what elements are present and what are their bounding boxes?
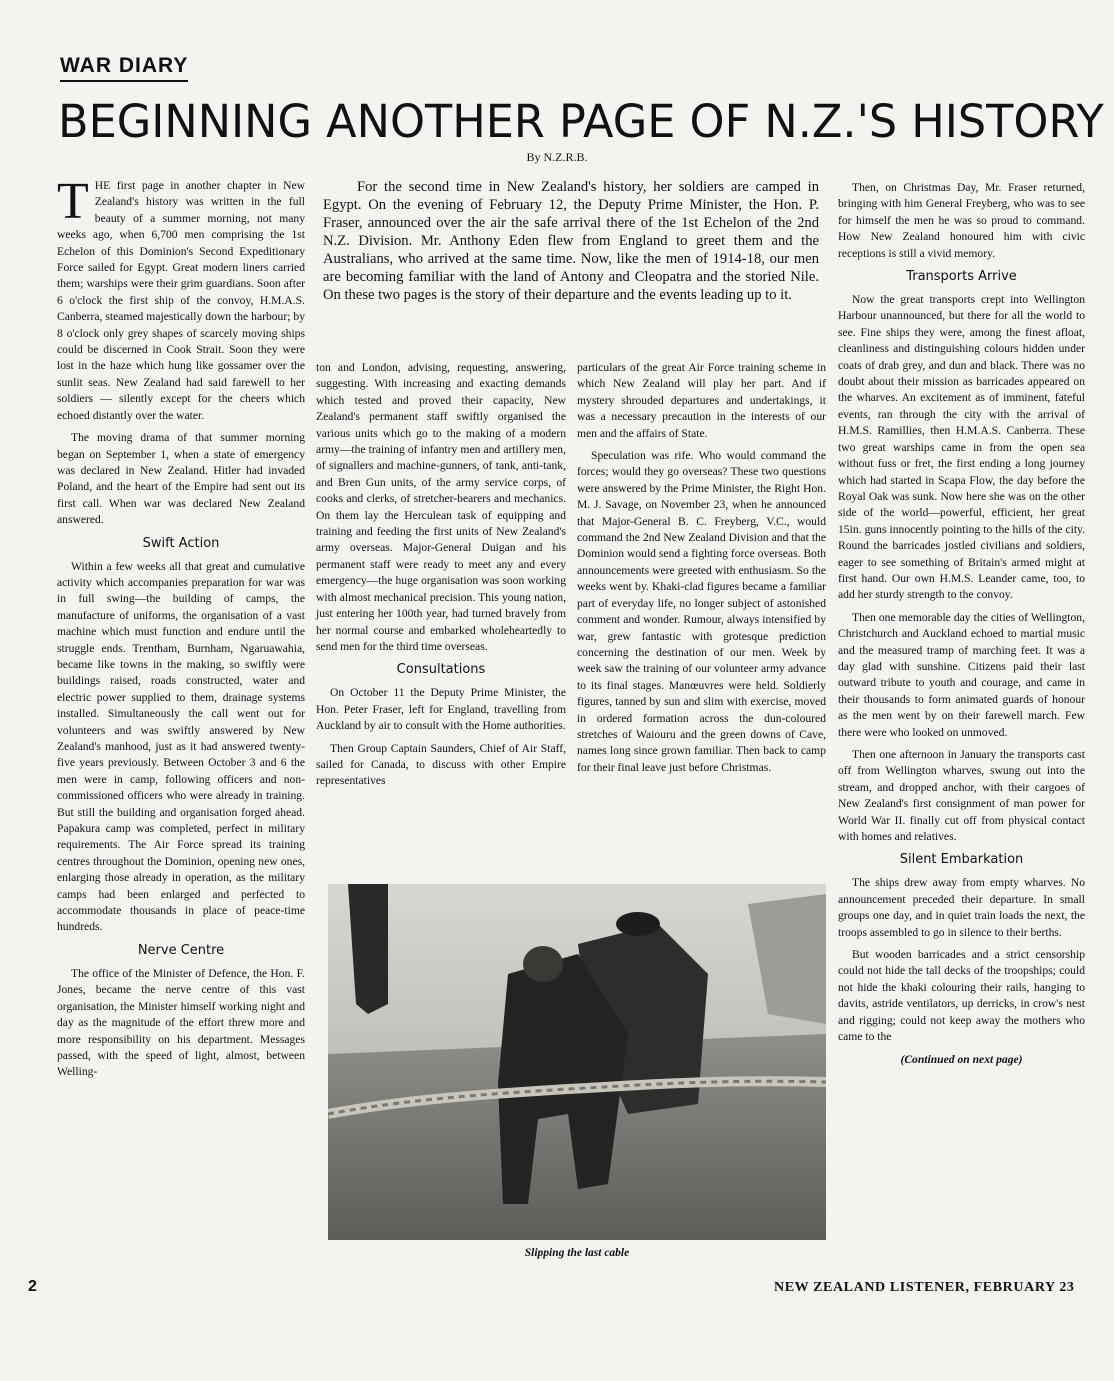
paragraph: Then, on Christmas Day, Mr. Fraser returned, bringing with him General Freyberg, who was to see for himself the men he was so proud to command. How New Zealand honoured him with civic receptions is still a vivid memory. — [838, 181, 1085, 260]
paragraph: But wooden barricades and a strict censorship could not hide the tall decks of the troopships; could not hide the khaki colouring their rails, hanging to davits, astride ventilators, up derricks, in crow's nest and rigging; could not keep away the mothers who came to the — [838, 948, 1085, 1044]
column-3 — [577, 360, 826, 782]
page-number: 2 — [28, 1278, 37, 1295]
paragraph: Then Group Captain Saunders, Chief of Air Staff, sailed for Canada, to discuss with other Empire representatives — [316, 741, 566, 788]
paragraph: Within a few weeks all that great and cumulative activity which accompanies preparation for war was in full swing—the building of camps, the manufacture of uniforms, the organisation of a vast machine which must function and endure until the struggle ends. Trentham, Burnham, Ngaruawahia, became like towns in the making, so swiftly were buildings raised, roads constructed, water and electric power supplied to them, drainage systems installed. Simultaneously the call went out for volunteers and was swiftly answered by New Zealand's manhood, just as it had answered twenty-five years previously. Between October 3 and 6 the men were in camp, following officers and non-commissioned officers who were already in training. But still the building and organisation forged ahead. Papakura camp was completed, perfect in military requirements. The Air Force spread its training centres throughout the Dominion, opening new ones, enlarging those already in operation, as the military camps had been enlarged and perfected to accommodate thousands in place of peace-time hundreds. — [57, 559, 305, 934]
paragraph: THE first page in another chapter in New Zealand's history was written in the full beauty of a summer morning, not many weeks ago, when 6,700 men comprising the 1st Echelon of this Dominion's Second Expeditionary Force sailed for Egypt. Great modern liners carried them; warships were their grim guardians. Soon after 6 o'clock the first ship of the convoy, H.M.A.S. Canberra, steamed majestically down the harbour; by 8 o'clock only grey shapes of scarcely moving ships could be discerned in Cook Strait. Soon they were lost in the haze which hung like gossamer over the sunlit seas. New Zealand had said farewell to her soldiers — silently except for the cheers which echoed distantly over the water. — [57, 173, 305, 422]
paragraph: Speculation was rife. Who would command the forces; would they go overseas? These two questions were answered by the Prime Minister, the Right Hon. M. J. Savage, on November 23, when he announced that Major-General B. C. Freyberg, V.C., would command the 2nd New Zealand Division and that the Dominion would send a fighting force overseas. Both announcements were greeted with enthusiasm. So the weeks went by. Khaki-clad figures became a familiar part of everyday life, no longer subject of astonished comment and wonder. Rumour, always intensified by war, grew fantastic with grotesque prediction concerning the destination of our men. Week by week saw the training of our volunteer army advance to its final stages. Manœuvres were held. Soldierly figures, tanned by sun and slim with exercise, moved in ordered formation across the dun-coloured stretches of Waiouru and the green downs of Cave, names long since grown familiar. Then back to camp for their final leave just before Christmas. — [577, 449, 826, 774]
paragraph: Then one afternoon in January the transports cast off from Wellington wharves, swung out into the stream, and dropped anchor, with their cargoes of New Zealand's first consignment of man power for World War II. finally cut off from physical contact with homes and relatives. — [838, 748, 1085, 844]
paragraph: On October 11 the Deputy Prime Minister, the Hon. Peter Fraser, left for England, travelling from Auckland by air to consult with the Home authorities. — [316, 686, 566, 733]
subhead-transports-arrive: Transports Arrive — [906, 269, 1017, 285]
headline: BEGINNING ANOTHER PAGE OF N.Z.'S HISTORY — [58, 95, 1104, 148]
column-2 — [316, 360, 566, 796]
column-4 — [838, 180, 1085, 1068]
paragraph: ton and London, advising, requesting, answering, suggesting. With increasing and exacting demands which tested and proved their capacity, New Zealand's permanent staff swiftly organised the various units which go to the making of a modern army—the training of infantry men and artillery men, of signallers and machine-gunners, of tank, anti-tank, and Bren Gun units, of the army service corps, of cooks and clerks, of stretcher-bearers and mechanics. On them lay the Herculean task of equipping and training and feeding the first units of New Zealand's army overseas. Major-General Duigan and his permanent staff were ready to meet any and every emergency—the huge organisation was soon working with almost mechanical precision. This young nation, just entering her 100th year, had turned bravely from her normal course and embarked wholeheartedly to send men for the third time overseas. — [316, 361, 566, 653]
paragraph: Then one memorable day the cities of Wellington, Christchurch and Auckland echoed to martial music and the measured tramp of marching feet. It was a day glad with sunshine. Citizens paid their last outward tribute to youth and courage, and came in their thousands to form animated guards of honour as the men went by on their farewell march. Few there were who looked on unmoved. — [838, 610, 1085, 739]
paragraph: The office of the Minister of Defence, the Hon. F. Jones, became the nerve centre of this vast organisation, the Minister himself working night and day as the magnitude of the effort threw more and more responsibility on his department. Messages passed, with the speed of light, almost, between Welling- — [57, 966, 305, 1079]
subhead-silent-embarkation: Silent Embarkation — [899, 852, 1024, 868]
subhead-consultations: Consultations — [396, 662, 486, 678]
photo-illustration — [328, 884, 826, 1240]
subhead-swift-action: Swift Action — [142, 535, 220, 551]
photo-slipping-cable — [328, 884, 826, 1240]
section-kicker: WAR DIARY — [60, 54, 188, 82]
continued-note: (Continued on next page) — [900, 1052, 1023, 1066]
paragraph: The moving drama of that summer morning began on September 1, when a state of emergency was declared in New Zealand. Hitler had invaded Poland, and the heart of the Empire had sent out its first call. When war was declared New Zealand answered. — [57, 431, 305, 527]
byline: By N.Z.R.B. — [526, 150, 588, 164]
subhead-nerve-centre: Nerve Centre — [137, 942, 225, 958]
photo-caption: Slipping the last cable — [524, 1247, 630, 1259]
column-1 — [57, 173, 305, 1087]
publication-footer: NEW ZEALAND LISTENER, FEBRUARY 23 — [774, 1280, 1075, 1295]
paragraph: The ships drew away from empty wharves. No announcement preceded their departure. In small groups one day, and in quiet train loads the next, the troops assembled to go in silence to their berths. — [838, 876, 1085, 939]
paragraph: particulars of the great Air Force training scheme in which New Zealand will play her part. And if mystery shrouded departures and undertakings, it was a necessary precaution in the interests of our men and the affairs of State. — [577, 361, 826, 440]
paragraph: Now the great transports crept into Wellington Harbour unannounced, but there for all the world to see. Fine ships they were, among the finest afloat, cleanliness and distinguishing colours hidden under coats of drab grey, and dun and black. There was no doubt about their mission as barricades appeared on the wharves. An excitement as of imminent, fateful events, ran through the city with the arrival of H.M.S. Ramillies, then H.M.A.S. Canberra. These two great warships came in from the open sea without fuss or fret, the first ending a long journey which had started in Scapa Flow, the day before the Royal Oak was sunk. Now here she was on the other side of the world—powerful, efficient, her great 15in. guns innocently pointing to the hills of the city. Round the barricades jostled civilians and soldiers, eager to see something of Britain's armed might at first hand. Our own H.M.S. Leander came, too, to add her sturdy strength to the convoy. — [838, 293, 1085, 602]
drop-cap: T — [57, 173, 89, 230]
intro-paragraph: For the second time in New Zealand's history, her soldiers are camped in Egypt. On the evening of February 12, the Deputy Prime Minister, the Hon. P. Fraser, announced over the air the safe arrival there of the 1st Echelon of the 2nd N.Z. Division. Mr. Anthony Eden flew from England to greet them and the Australians, who arrived at the same time. Now, like the men of 1914-18, our men are becoming familiar with the land of Antony and Cleopatra and the storied Nile. On these two pages is the story of their departure and the events leading up to it. — [323, 179, 819, 303]
